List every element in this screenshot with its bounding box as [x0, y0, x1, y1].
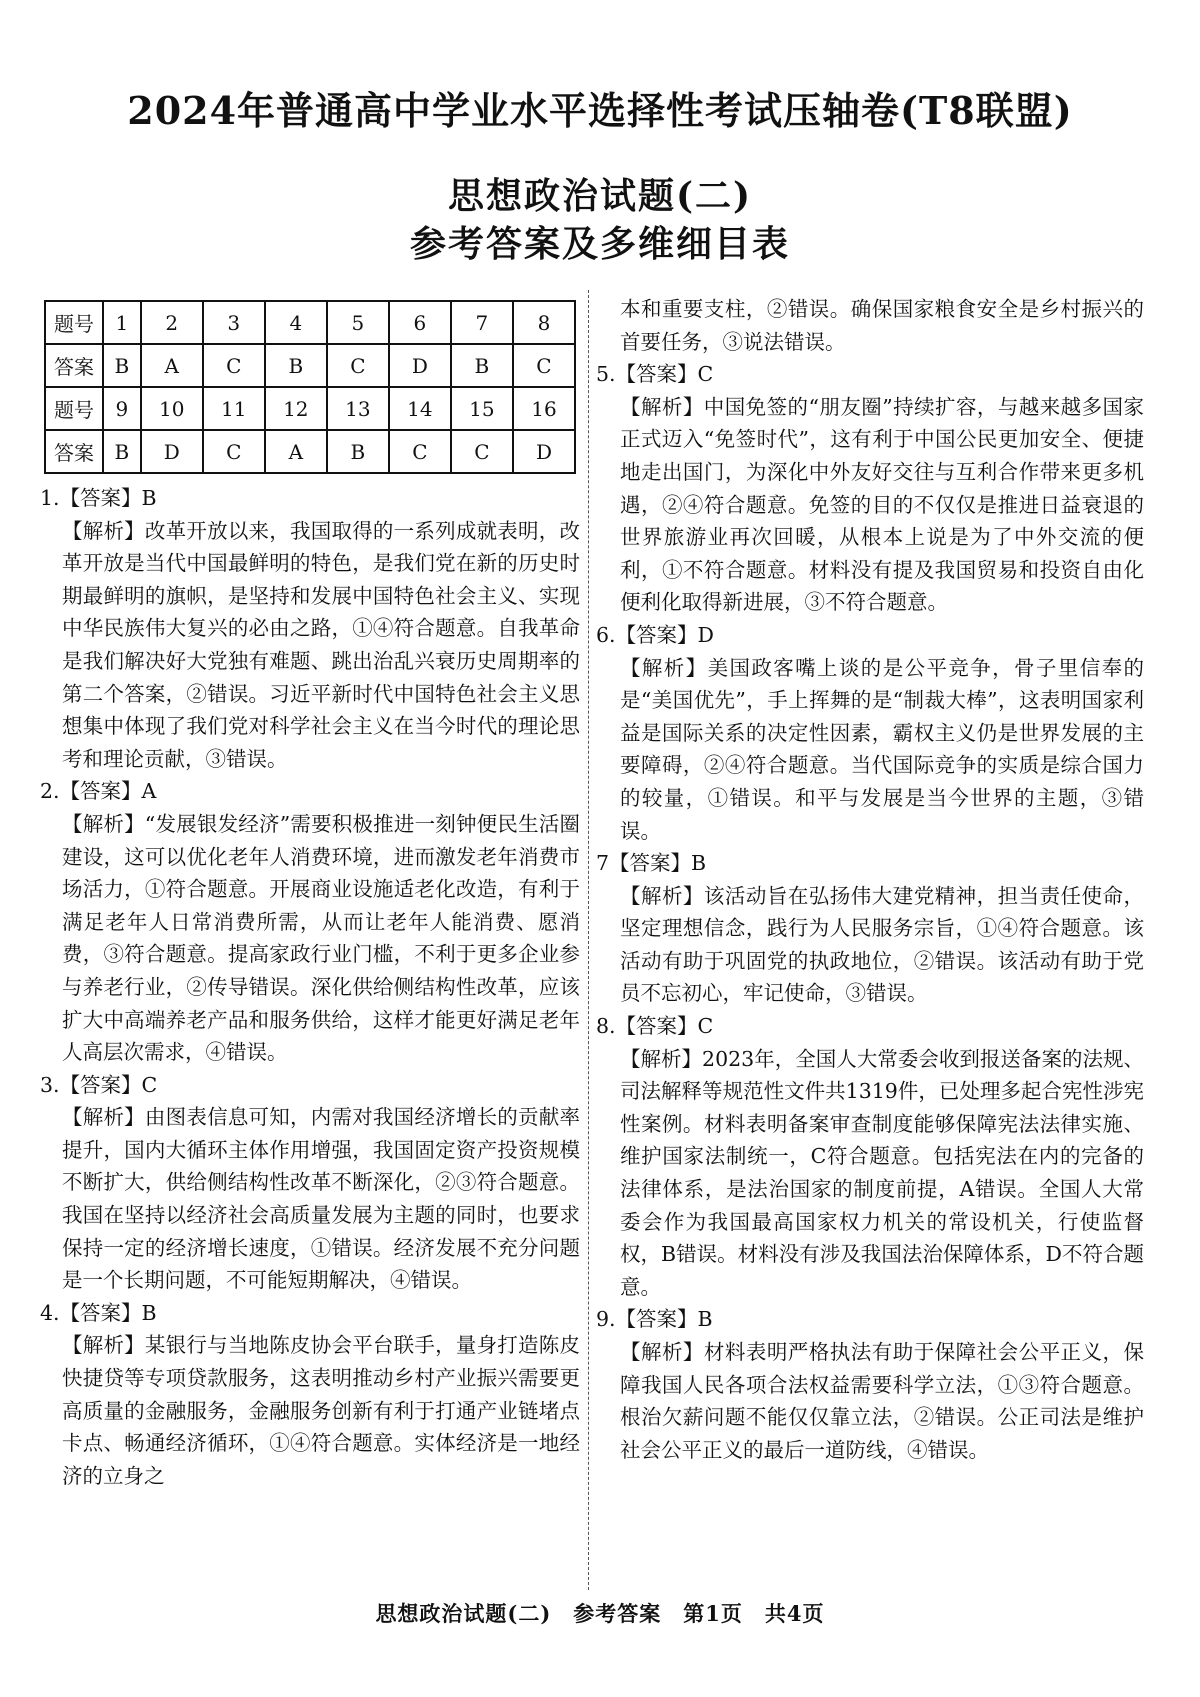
question-9: [596, 1303, 1144, 1466]
table-cell: C: [389, 430, 451, 473]
answer-text: 【答案】C: [615, 1014, 714, 1039]
answer-text: 【答案】C: [59, 1072, 158, 1097]
question-6: [596, 619, 1144, 847]
row-header: 答案: [45, 344, 103, 387]
answer-text: 【答案】B: [59, 486, 157, 510]
question-8: [596, 1010, 1144, 1303]
table-row: [45, 344, 575, 387]
explanation-text: 【解析】美国政客嘴上谈的是公平竞争，骨子里信奉的是“美国优先”，手上挥舞的是“制裁大棒”，这表明国家利益是国际关系的决定性因素，霸权主义仍是世界发展的主要障碍，②④符合题意。当代国际竞争的实质是综合国力的较量，①错误。和平与发展是当今世界的主题，③错误。: [620, 655, 1144, 843]
page-footer: 思想政治试题(二) 参考答案 第1页 共4页: [375, 1601, 825, 1626]
table-cell: 16: [513, 387, 575, 430]
table-cell: 12: [265, 387, 327, 430]
question-1: [40, 482, 580, 775]
doc-title: 参考答案及多维细目表: [409, 223, 790, 265]
table-cell: 14: [389, 387, 451, 430]
question-4: [40, 1297, 580, 1493]
table-row: [45, 430, 575, 473]
table-cell: A: [141, 344, 203, 387]
question-number: 7: [596, 851, 610, 876]
answer-line: [40, 1297, 580, 1330]
table-cell: 10: [141, 387, 203, 430]
table-cell: 7: [451, 301, 513, 344]
question-number: 3.: [40, 1072, 60, 1097]
table-cell: C: [203, 344, 265, 387]
answer-text: 【答案】B: [615, 1307, 713, 1332]
explanation-text: 【解析】材料表明严格执法有助于保障社会公平正义，保障我国人民各项合法权益需要科学立法，①③符合题意。根治欠薪问题不能仅仅靠立法，②错误。公正司法是维护社会公平正义的最后一道防线，④错误。: [620, 1340, 1144, 1462]
answer-line: [596, 847, 1144, 880]
table-cell: 15: [451, 387, 513, 430]
table-cell: 13: [327, 387, 389, 430]
exam-title: 2024年普通高中学业水平选择性考试压轴卷(T8联盟): [127, 88, 1073, 133]
table-cell: 11: [203, 387, 265, 430]
answer-line: [40, 775, 580, 808]
column-divider: [588, 290, 590, 1590]
table-cell: C: [451, 430, 513, 473]
table-cell: 5: [327, 301, 389, 344]
left-column: [40, 300, 580, 1492]
question-number: 4.: [40, 1300, 60, 1325]
answer-line: [40, 482, 580, 515]
table-cell: B: [103, 430, 141, 473]
question-4-continued: [596, 293, 1144, 358]
explanation-text: 【解析】某银行与当地陈皮协会平台联手，量身打造陈皮快捷贷等专项贷款服务，这表明推动乡村产业振兴需要更高质量的金融服务，金融服务创新有利于打通产业链堵点卡点、畅通经济循环，①④符合题意。实体经济是一地经济的立身之: [62, 1333, 580, 1488]
table-cell: 6: [389, 301, 451, 344]
subject-title: 思想政治试题(二): [447, 175, 753, 217]
explanation-text: 【解析】该活动旨在弘扬伟大建党精神，担当责任使命，坚定理想信念，践行为人民服务宗旨，①④符合题意。该活动有助于巩固党的执政地位，②错误。该活动有助于党员不忘初心，牢记使命，③错误。: [620, 883, 1144, 1006]
question-number: 9.: [596, 1307, 616, 1332]
table-cell: C: [513, 344, 575, 387]
answer-table: [44, 300, 576, 474]
table-cell: 9: [103, 387, 141, 430]
answer-line: [40, 1069, 580, 1102]
table-cell: B: [451, 344, 513, 387]
answer-text: 【答案】B: [59, 1300, 157, 1325]
answer-line: [596, 619, 1144, 652]
explanation-text: 【解析】改革开放以来，我国取得的一系列成就表明，改革开放是当代中国最鲜明的特色，是我们党在新的历史时期最鲜明的旗帜，是坚持和发展中国特色社会主义、实现中华民族伟大复兴的必由之路，①④符合题意。自我革命是我们解决好大党独有难题、跳出治乱兴衰历史周期率的第二个答案，②错误。习近平新时代中国特色社会主义思想集中体现了我们党对科学社会主义在当今时代的理论思考和理论贡献，③错误。: [62, 518, 580, 771]
answer-line: [596, 1010, 1144, 1043]
question-number: 5.: [596, 362, 616, 387]
explanation-text: 【解析】“发展银发经济”需要积极推进一刻钟便民生活圈建设，这可以优化老年人消费环境，进而激发老年消费市场活力，①符合题意。开展商业设施适老化改造，有利于满足老年人日常消费所需，从而让老年人能消费、愿消费，③符合题意。提高家政行业门槛，不利于更多企业参与养老行业，②传导错误。深化供给侧结构性改革，应该扩大中高端养老产品和服务供给，这样才能更好满足老年人高层次需求，④错误。: [62, 811, 580, 1065]
table-row: [45, 301, 575, 344]
question-2: [40, 775, 580, 1068]
row-header: 答案: [45, 430, 103, 473]
table-cell: B: [265, 344, 327, 387]
table-cell: D: [141, 430, 203, 473]
explanation-text: 【解析】2023年，全国人大常委会收到报送备案的法规、司法解释等规范性文件共1319件，已处理多起合宪性涉宪性案例。材料表明备案审查制度能够保障宪法法律实施、维护国家法制统一，C符合题意。包括宪法在内的完备的法律体系，是法治国家的制度前提，A错误。全国人大常委会作为我国最高国家权力机关的常设机关，行使监督权，B错误。材料没有涉及我国法治保障体系，D不符合题意。: [620, 1046, 1144, 1299]
question-3: [40, 1069, 580, 1297]
answer-text: 【答案】A: [59, 779, 157, 804]
table-cell: C: [203, 430, 265, 473]
question-5: [596, 358, 1144, 619]
table-cell: A: [265, 430, 327, 473]
row-header: 题号: [45, 387, 103, 430]
table-cell: D: [513, 430, 575, 473]
answer-line: [596, 1303, 1144, 1336]
question-7: [596, 847, 1144, 1010]
answer-text: 【答案】D: [615, 622, 714, 647]
explanation-text: 【解析】中国免签的“朋友圈”持续扩容，与越来越多国家正式迈入“免签时代”，这有利于中国公民更加安全、便捷地走出国门，为深化中外友好交往与互利合作带来更多机遇，②④符合题意。免签的目的不仅仅是推进日益衰退的世界旅游业再次回暖，从根本上说是为了中外交流的便利，①不符合题意。材料没有提及我国贸易和投资自由化便利化取得新进展，③不符合题意。: [620, 394, 1144, 615]
row-header: 题号: [45, 301, 103, 344]
table-cell: B: [327, 430, 389, 473]
explanation-text: 【解析】由图表信息可知，内需对我国经济增长的贡献率提升，国内大循环主体作用增强，我国固定资产投资规模不断扩大，供给侧结构性改革不断深化，②③符合题意。我国在坚持以经济社会高质量发展为主题的同时，也要求保持一定的经济增长速度，①错误。经济发展不充分问题是一个长期问题，不可能短期解决，④错误。: [62, 1105, 580, 1293]
table-cell: 2: [141, 301, 203, 344]
right-column: [596, 293, 1144, 1466]
question-number: 8.: [596, 1014, 616, 1039]
question-number: 1.: [40, 486, 60, 510]
table-cell: 4: [265, 301, 327, 344]
table-cell: D: [389, 344, 451, 387]
table-cell: B: [103, 344, 141, 387]
table-row: [45, 387, 575, 430]
question-number: 2.: [40, 779, 60, 804]
table-cell: 8: [513, 301, 575, 344]
answer-text: 【答案】C: [615, 362, 714, 387]
table-cell: 3: [203, 301, 265, 344]
answer-text: 【答案】B: [609, 851, 707, 876]
explanation-continued: 本和重要支柱，②错误。确保国家粮食安全是乡村振兴的首要任务，③说法错误。: [620, 297, 1144, 354]
table-cell: 1: [103, 301, 141, 344]
question-number: 6.: [596, 622, 616, 647]
table-cell: C: [327, 344, 389, 387]
answer-line: [596, 358, 1144, 391]
